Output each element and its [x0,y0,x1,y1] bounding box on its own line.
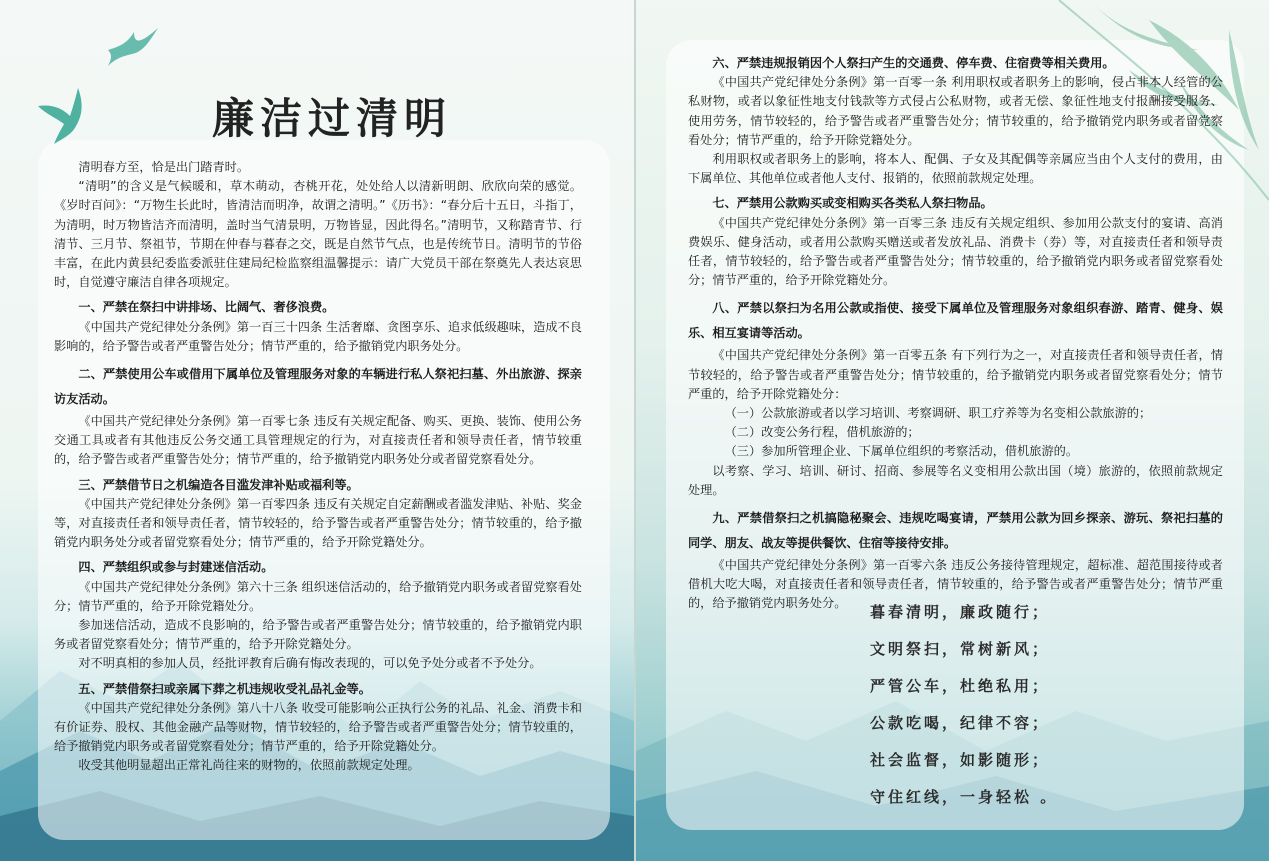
slogan-line: 暮春清明，廉政随行； [870,603,1051,621]
slogan-line: 严管公车，杜绝私用； [870,677,1051,695]
slogan-list [870,594,1070,816]
swallow-icon [104,24,162,70]
section-heading: 二、严禁使用公车或借用下属单位及管理服务对象的车辆进行私人祭祀扫墓、外出旅游、探亲访友活动。 [54,367,582,407]
slogan-line: 守住红线，一身轻松 。 [870,788,1059,806]
slogan-line: 公款吃喝，纪律不容； [870,714,1051,732]
paragraph: “清明”的含义是气候暖和，草木萌动，杏桃开花，处处给人以清新明朗、欣欣向荣的感觉。《岁时百问》：“万物生长此时，皆清洁而明净，故谓之清明。”《历书》：“春分后十五日，斗指丁，为清明，时万物皆洁齐而清明，盖时当气清景明，万物皆显，因此得名。”清明节，又称踏青节、行清节、三月节、祭祖节，节期在仲春与暮春之交，既是自然节气点，也是传统节日。清明节的节俗丰富，在此内黄县纪委监委派驻住建局纪检监察组温馨提示：请广大党员干部在祭奠先人表达哀思时，自觉遵守廉洁自律各项规定。 [54,179,582,290]
swallow-icon [36,86,102,148]
list-item: （三）参加所管理企业、下属单位组织的考察活动，借机旅游的。 [724,444,1079,459]
section-heading: 一、严禁在祭扫中讲排场、比阔气、奢侈浪费。 [78,300,335,315]
paragraph: 《中国共产党纪律处分条例》第一百零七条 违反有关规定配备、购买、更换、装饰、使用公务交通工具或者有其他违反公务交通工具管理规定的行为，对直接责任者和领导责任者，情节较重的，给予警告或者严重警告处分；情节严重的，给予撤销党内职务处分或者留党察看处分。 [54,414,582,467]
paragraph: 《中国共产党纪律处分条例》第一百零五条 有下列行为之一，对直接责任者和领导责任者，情节较轻的，给予警告或者严重警告处分；情节较重的，给予撤销党内职务或者留党察看处分；情节严重的，给予开除党籍处分： [688,348,1223,401]
paragraph: 对不明真相的参加人员，经批评教育后确有悔改表现的，可以免予处分或者不予处分。 [78,656,542,671]
paragraph: 参加迷信活动，造成不良影响的，给予警告或者严重警告处分；情节较重的，给予撤销党内职务或者留党察看处分；情节严重的，给予开除党籍处分。 [54,618,582,652]
paragraph: 收受其他明显超出正常礼尚往来的财物的，依照前款规定处理。 [78,758,420,773]
paragraph: 《中国共产党纪律处分条例》第一百三十四条 生活奢靡、贪图享乐、追求低级趣味，造成不良影响的，给予警告或者严重警告处分；情节严重的，给予撤销党内职务处分。 [54,319,582,353]
paragraph: 清明春方至，恰是出门踏青时。 [78,160,250,174]
paragraph: 利用职权或者职务上的影响，将本人、配偶、子女及其配偶等亲属应当由个人支付的费用，由下属单位、其他单位或者他人支付、报销的，依照前款规定处理。 [688,152,1223,186]
paragraph: 《中国共产党纪律处分条例》第一百零六条 违反公务接待管理规定，超标准、超范围接待或者借机大吃大喝，对直接责任者和领导责任者，情节较重的，给予警告或者严重警告处分；情节严重的，给予撤销党内职务处分。 [688,558,1223,611]
section-heading: 九、严禁借祭扫之机搞隐秘聚会、违规吃喝宴请，严禁用公款为回乡探亲、游玩、祭祀扫墓的同学、朋友、战友等提供餐饮、住宿等接待安排。 [688,511,1223,551]
section-heading: 四、严禁组织或参与封建迷信活动。 [78,560,274,575]
section-heading: 六、严禁违规报销因个人祭扫产生的交通费、停车费、住宿费等相关费用。 [712,56,1115,70]
paragraph: 《中国共产党纪律处分条例》第一百零四条 违反有关规定自定薪酬或者滥发津贴、补贴、奖金等，对直接责任者和领导责任者，情节较轻的，给予警告或者严重警告处分；情节较重的，给予撤销党内职务处分或者留党察看处分；情节严重的，给予开除党籍处分。 [54,496,582,550]
list-item: （二）改变公务行程，借机旅游的； [724,425,920,440]
paragraph: 《中国共产党纪律处分条例》第一百零一条 利用职权或者职务上的影响，侵占非本人经管的公私财物，或者以象征性地支付钱款等方式侵占公私财物，或者无偿、象征性地支付报酬接受服务、使用劳务，情节较轻的，给予警告或者严重警告处分；情节较重的，给予撤销党内职务或者留党察看处分；情节严重的，给予开除党籍处分。 [688,75,1223,147]
paragraph: 以考察、学习、培训、研讨、招商、参展等名义变相用公款出国（境）旅游的，依照前款规定处理。 [688,463,1223,497]
section-heading: 七、严禁用公款购买或变相购买各类私人祭扫物品。 [712,196,993,211]
right-article [688,48,1223,614]
section-heading: 三、严禁借节日之机编造各目滥发津补贴或福利等。 [78,477,359,492]
section-heading: 五、严禁借祭扫或亲属下葬之机违规收受礼品礼金等。 [78,681,371,696]
slogan-line: 文明祭扫，常树新风； [870,640,1051,658]
page-title: 廉洁过清明 [212,94,453,143]
page-fold [634,0,636,861]
paragraph: 《中国共产党纪律处分条例》第一百零三条 违反有关规定组织、参加用公款支付的宴请、高消费娱乐、健身活动，或者用公款购买赠送或者发放礼品、消费卡（券）等，对直接责任者和领导责任者，情节较轻的，给予警告或者严重警告处分；情节较重的，给予撤销党内职务或者留党察看处分；情节严重的，给予开除党籍处分。 [688,215,1223,288]
paragraph: 《中国共产党纪律处分条例》第八十八条 收受可能影响公正执行公务的礼品、礼金、消费卡和有价证券、股权、其他金融产品等财物，情节较轻的，给予警告或者严重警告处分；情节较重的，给予撤销党内职务或者留党察看处分；情节严重的，给予开除党籍处分。 [54,700,582,754]
list-item: （一）公款旅游或者以学习培训、考察调研、职工疗养等为名变相公款旅游的； [724,406,1152,421]
section-heading: 八、严禁以祭扫为名用公款或指使、接受下属单位及管理服务对象组织春游、踏青、健身、娱乐、相互宴请等活动。 [688,301,1223,341]
left-article [54,158,582,776]
paragraph: 《中国共产党纪律处分条例》第六十三条 组织迷信活动的，给予撤销党内职务或者留党察看处分；情节严重的，给予开除党籍处分。 [54,579,582,613]
slogan-line: 社会监督，如影随形； [870,751,1051,769]
